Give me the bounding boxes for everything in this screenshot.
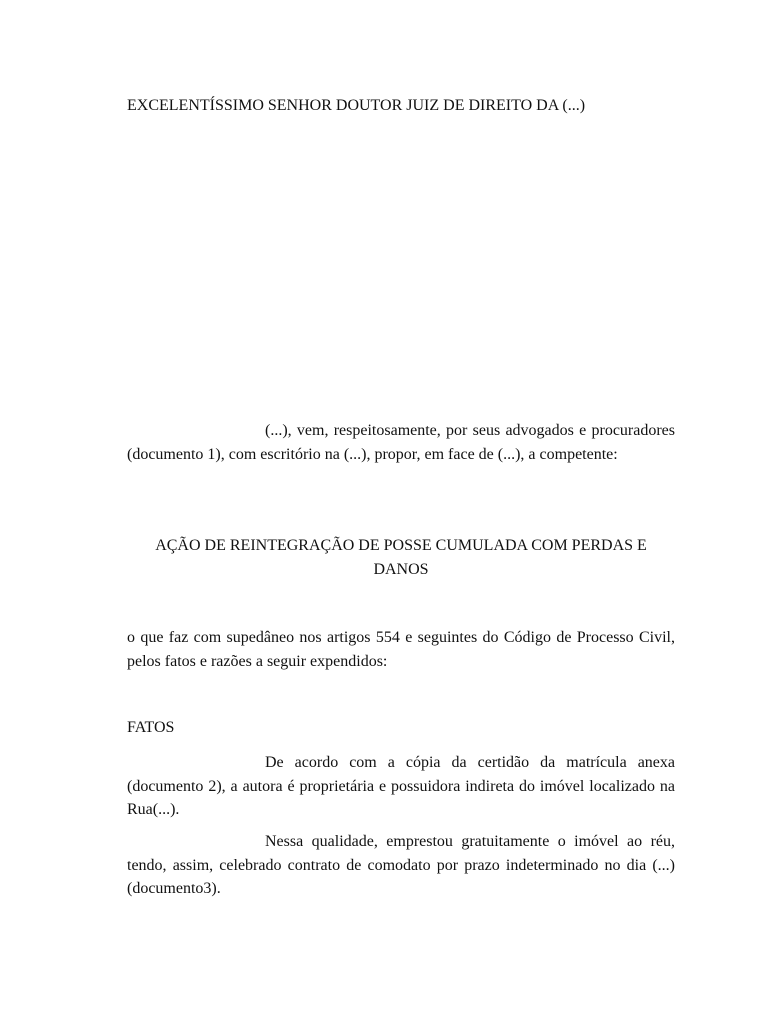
addressee-heading: EXCELENTÍSSIMO SENHOR DOUTOR JUIZ DE DIREITO DA (...) — [127, 97, 586, 114]
section-heading-fatos: FATOS — [127, 719, 175, 736]
legal-basis-paragraph: o que faz com supedâneo nos artigos 554 e seguintes do Código de Processo Civil, pelos fatos e razões a seguir expendidos: — [127, 629, 675, 670]
action-title: AÇÃO DE REINTEGRAÇÃO DE POSSE CUMULADA COM PERDAS E DANOS — [155, 537, 647, 578]
facts-paragraph-1: De acordo com a cópia da certidão da matrícula anexa (documento 2), a autora é proprietária e possuidora indireta do imóvel localizado na Rua(...). — [127, 754, 675, 818]
intro-paragraph: (...), vem, respeitosamente, por seus advogados e procuradores (documento 1), com escritório na (...), propor, em face de (...), a competente: — [127, 422, 675, 463]
facts-paragraph-2: Nessa qualidade, emprestou gratuitamente o imóvel ao réu, tendo, assim, celebrado contrato de comodato por prazo indeterminado no dia (...) (documento3). — [127, 833, 675, 897]
